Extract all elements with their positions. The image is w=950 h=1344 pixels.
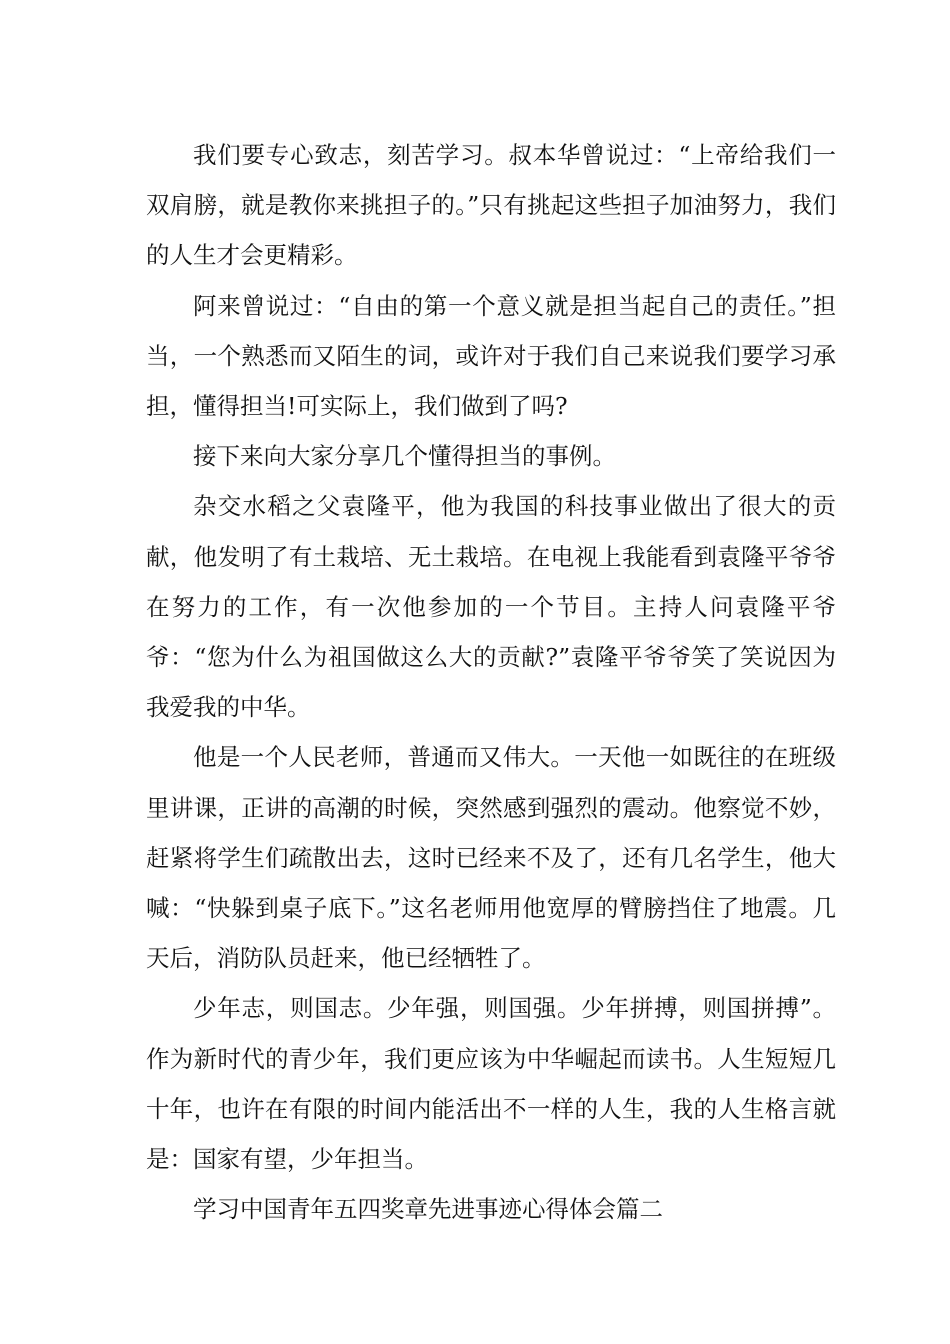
paragraph-1: 我们要专心致志，刻苦学习。叔本华曾说过：“上帝给我们一双肩膀，就是教你来挑担子的。”只有挑起这些担子加油努力，我们的人生才会更精彩。 <box>146 141 836 270</box>
paragraph-2: 阿来曾说过：“自由的第一个意义就是担当起自己的责任。”担当，一个熟悉而又陌生的词，或许对于我们自己来说我们要学习承担，懂得担当!可实际上，我们做到了吗? <box>146 291 836 421</box>
document-body <box>146 130 836 1234</box>
paragraph-3: 接下来向大家分享几个懂得担当的事例。 <box>193 442 616 471</box>
section-heading: 学习中国青年五四奖章先进事迹心得体会篇二 <box>193 1195 663 1224</box>
paragraph-5: 他是一个人民老师，普通而又伟大。一天他一如既往的在班级里讲课，正讲的高潮的时候，突然感到强烈的震动。他察觉不妙，赶紧将学生们疏散出去，这时已经来不及了，还有几名学生，他大喊：“快躲到桌子底下。”这名老师用他宽厚的臂膀挡住了地震。几天后，消防队员赶来，他已经牺牲了。 <box>146 743 836 973</box>
paragraph-6: 少年志，则国志。少年强，则国强。少年拼搏，则国拼搏”。作为新时代的青少年，我们更应该为中华崛起而读书。人生短短几十年，也许在有限的时间内能活出不一样的人生，我的人生格言就是：国家有望，少年担当。 <box>146 994 836 1174</box>
paragraph-4: 杂交水稻之父袁隆平，他为我国的科技事业做出了很大的贡献，他发明了有土栽培、无土栽培。在电视上我能看到袁隆平爷爷在努力的工作，有一次他参加的一个节目。主持人问袁隆平爷爷：“您为什么为祖国做这么大的贡献?”袁隆平爷爷笑了笑说因为我爱我的中华。 <box>146 492 836 722</box>
